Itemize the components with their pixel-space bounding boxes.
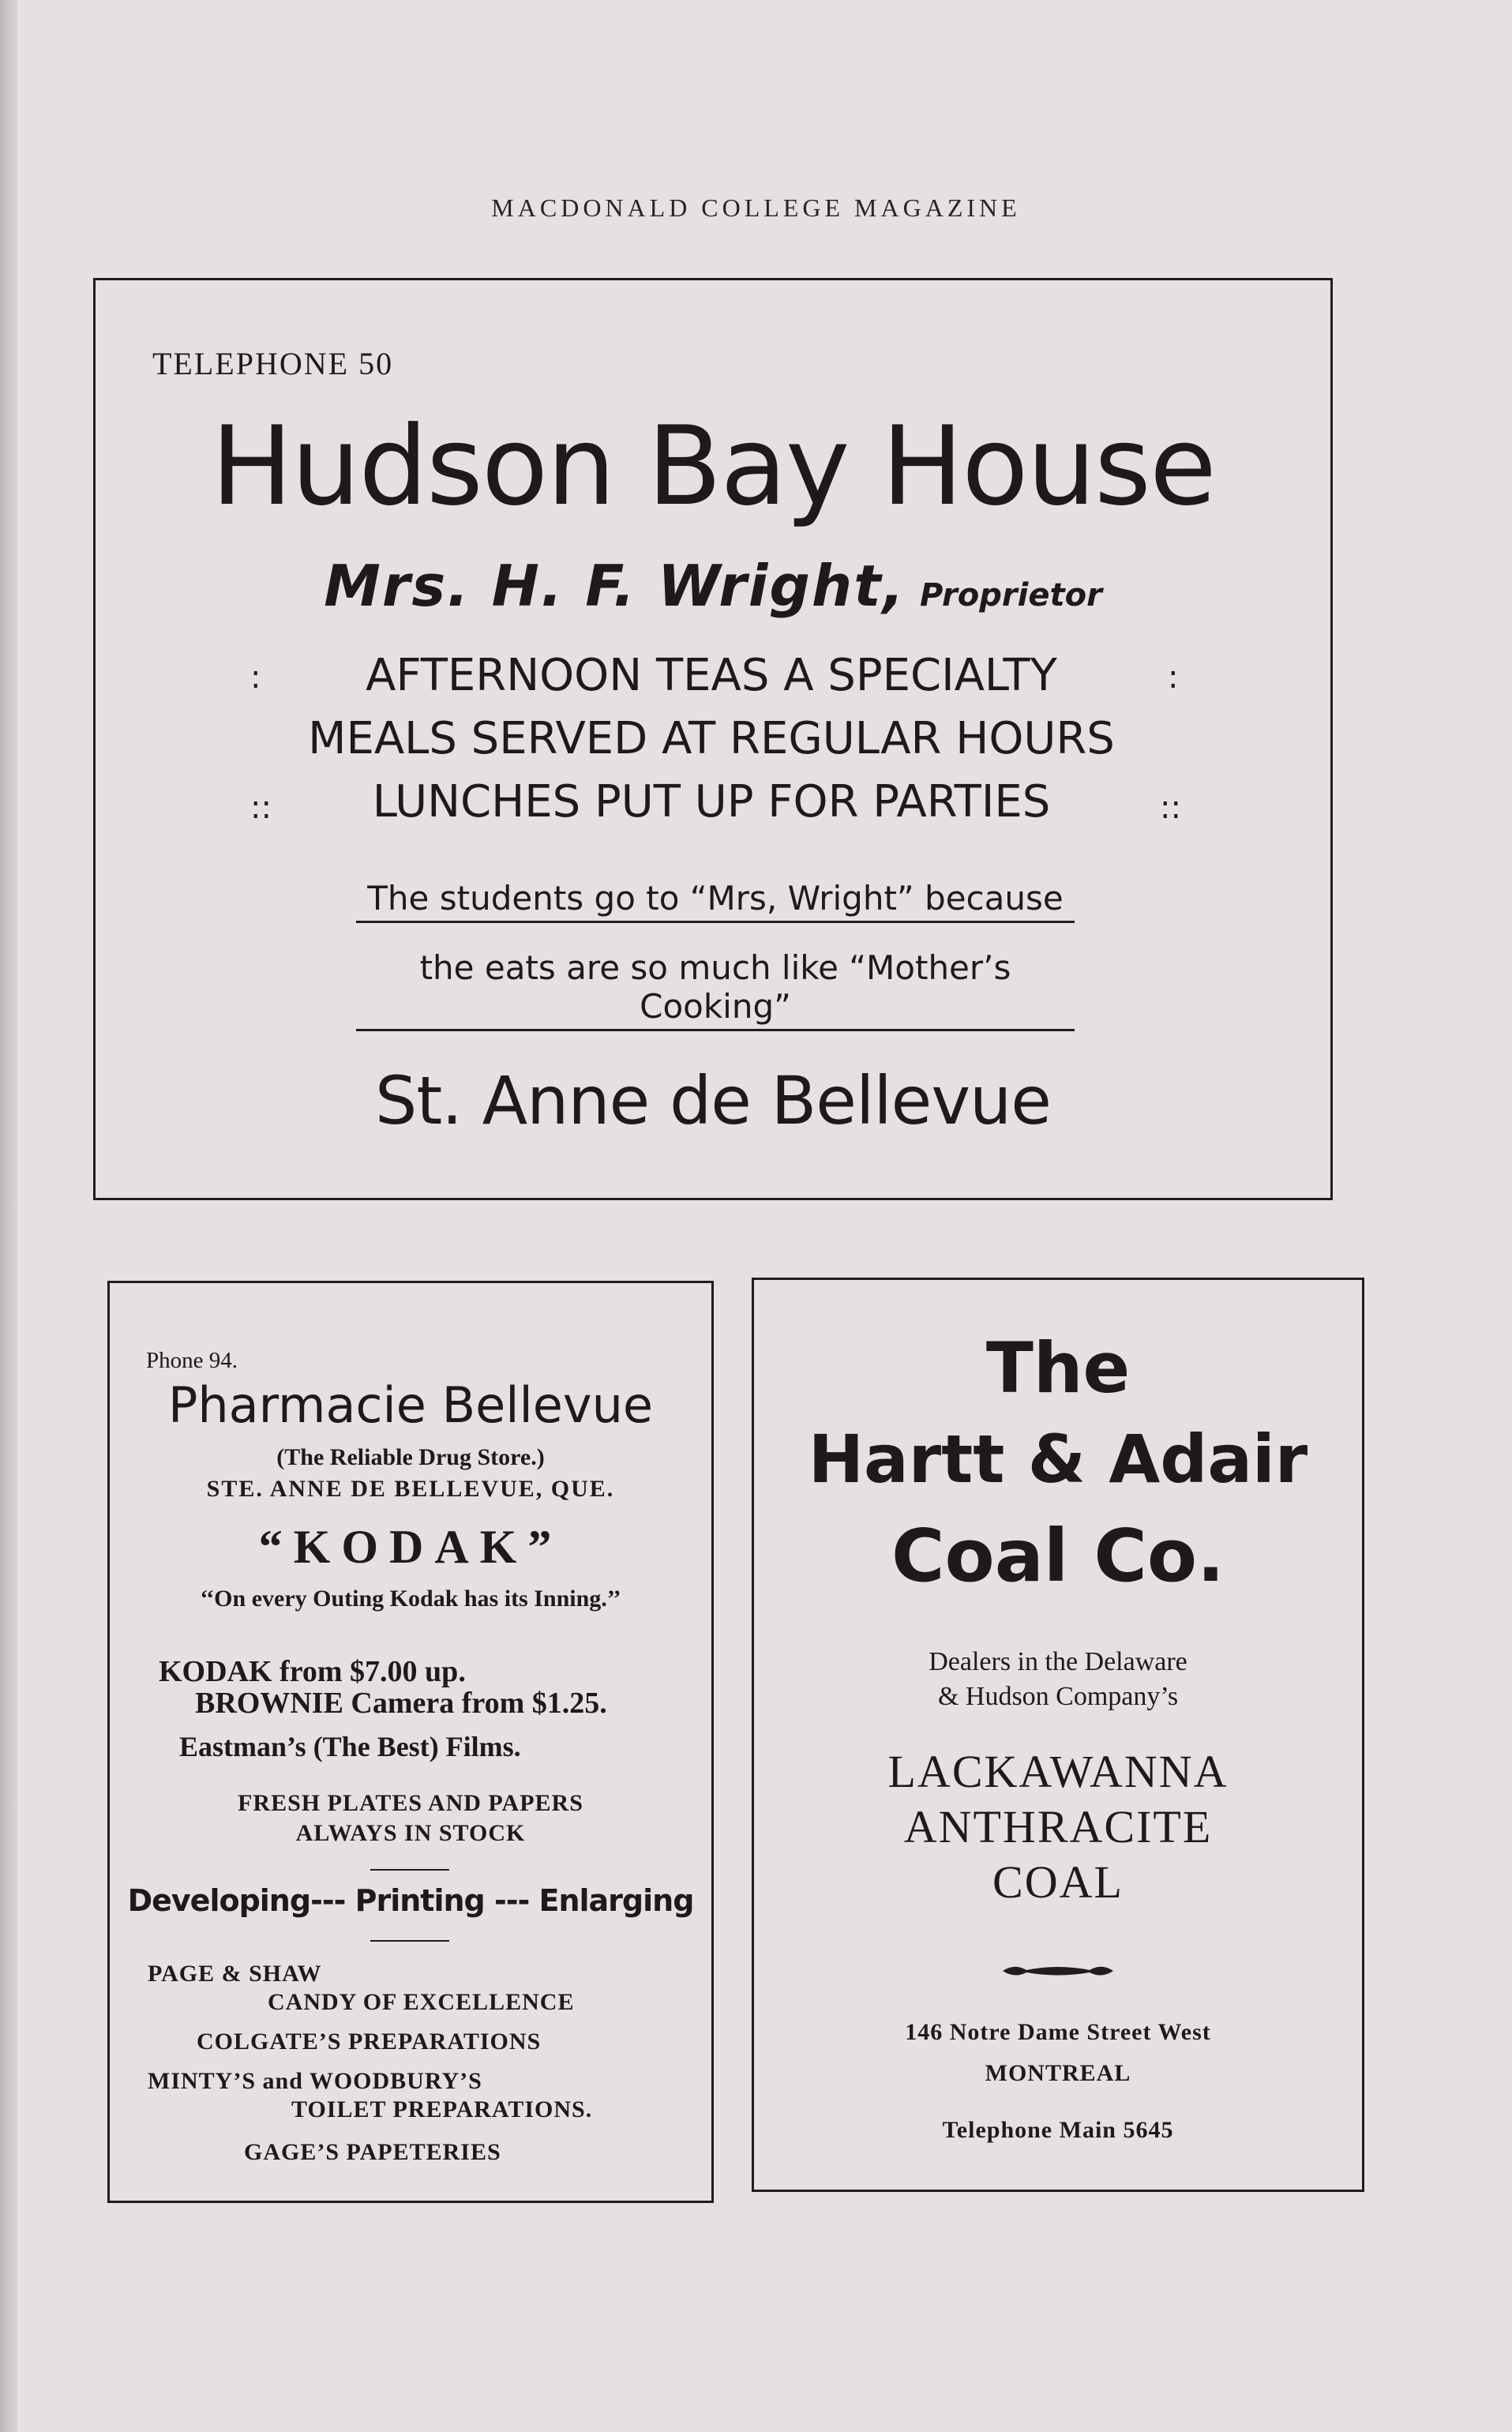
coal-the: The <box>985 1327 1131 1409</box>
misc-line: TOILET PREPARATIONS. <box>291 2096 593 2122</box>
fresh-plates-text <box>110 1788 711 1848</box>
service-line: MEALS SERVED AT REGULAR HOURS <box>308 713 1115 764</box>
kodak-heading: “KODAK” <box>258 1521 563 1573</box>
misc-line: PAGE & SHAW <box>148 1961 322 1987</box>
dealers-line: & Hudson Company’s <box>937 1682 1179 1711</box>
slogan-line: The students go to “Mrs, Wright” because <box>356 879 1075 923</box>
coal-city: MONTREAL <box>985 2060 1131 2086</box>
pharmacy-phone: Phone 94. <box>146 1348 238 1373</box>
hudson-bay-house-ad <box>93 278 1333 1200</box>
separator-double-colon-left: :: <box>250 790 272 826</box>
page-spine-shadow <box>0 0 17 2432</box>
divider <box>370 1869 449 1871</box>
hudson-town: St. Anne de Bellevue <box>375 1062 1051 1139</box>
separator-colon-right: : <box>1168 659 1179 696</box>
kodak-price: KODAK from $7.00 up. <box>159 1655 466 1688</box>
running-head: MACDONALD COLLEGE MAGAZINE <box>491 193 1021 222</box>
kodak-quote: ‘‘On every Outing Kodak has its Inning.’’ <box>200 1586 621 1612</box>
hudson-title: Hudson Bay House <box>211 403 1215 530</box>
developing-line: Developing--- Printing --- Enlarging <box>127 1883 694 1918</box>
coal-line: COAL <box>992 1856 1124 1908</box>
proprietor-line <box>96 553 1330 619</box>
slogan-line: the eats are so much like “Mother’s Cooking” <box>356 948 1075 1031</box>
dealers-line: Dealers in the Delaware <box>929 1647 1187 1676</box>
fresh-line: ALWAYS IN STOCK <box>295 1820 526 1846</box>
pharmacie-bellevue-ad <box>107 1281 714 2203</box>
service-line: LUNCHES PUT UP FOR PARTIES <box>372 776 1051 828</box>
proprietor-title: Proprietor <box>919 577 1102 614</box>
hudson-telephone: TELEPHONE 50 <box>152 346 394 381</box>
pharmacy-location: STE. ANNE DE BELLEVUE, QUE. <box>206 1476 615 1502</box>
proprietor-name: Mrs. H. F. Wright, <box>324 553 906 619</box>
coal-type-text <box>754 1744 1362 1910</box>
fresh-line: FRESH PLATES AND PAPERS <box>238 1790 583 1816</box>
misc-line: MINTY’S and WOODBURY’S <box>148 2068 482 2094</box>
separator-colon-left: : <box>250 659 261 696</box>
coal-company-suffix: Coal Co. <box>891 1514 1225 1598</box>
ornament-flourish <box>999 1959 1117 1983</box>
coal-telephone: Telephone Main 5645 <box>942 2117 1174 2143</box>
brownie-price: BROWNIE Camera from $1.25. <box>195 1687 607 1720</box>
coal-company-name: Hartt & Adair <box>808 1421 1308 1498</box>
misc-line: CANDY OF EXCELLENCE <box>268 1989 575 2015</box>
dealers-text <box>754 1645 1362 1714</box>
films-line: Eastman’s (The Best) Films. <box>179 1731 521 1762</box>
pharmacy-subtitle: (The Reliable Drug Store.) <box>276 1444 545 1470</box>
coal-line: ANTHRACITE <box>903 1801 1213 1852</box>
divider <box>370 1940 449 1942</box>
coal-line: LACKAWANNA <box>887 1746 1229 1797</box>
hartt-adair-coal-ad <box>752 1278 1364 2192</box>
service-line: AFTERNOON TEAS A SPECIALTY <box>366 650 1057 701</box>
coal-address: 146 Notre Dame Street West <box>905 2019 1211 2045</box>
misc-line: COLGATE’S PREPARATIONS <box>197 2029 542 2055</box>
pharmacy-title: Pharmacie Bellevue <box>167 1376 654 1434</box>
separator-double-colon-right: :: <box>1160 790 1181 826</box>
misc-line: GAGE’S PAPETERIES <box>244 2139 501 2165</box>
